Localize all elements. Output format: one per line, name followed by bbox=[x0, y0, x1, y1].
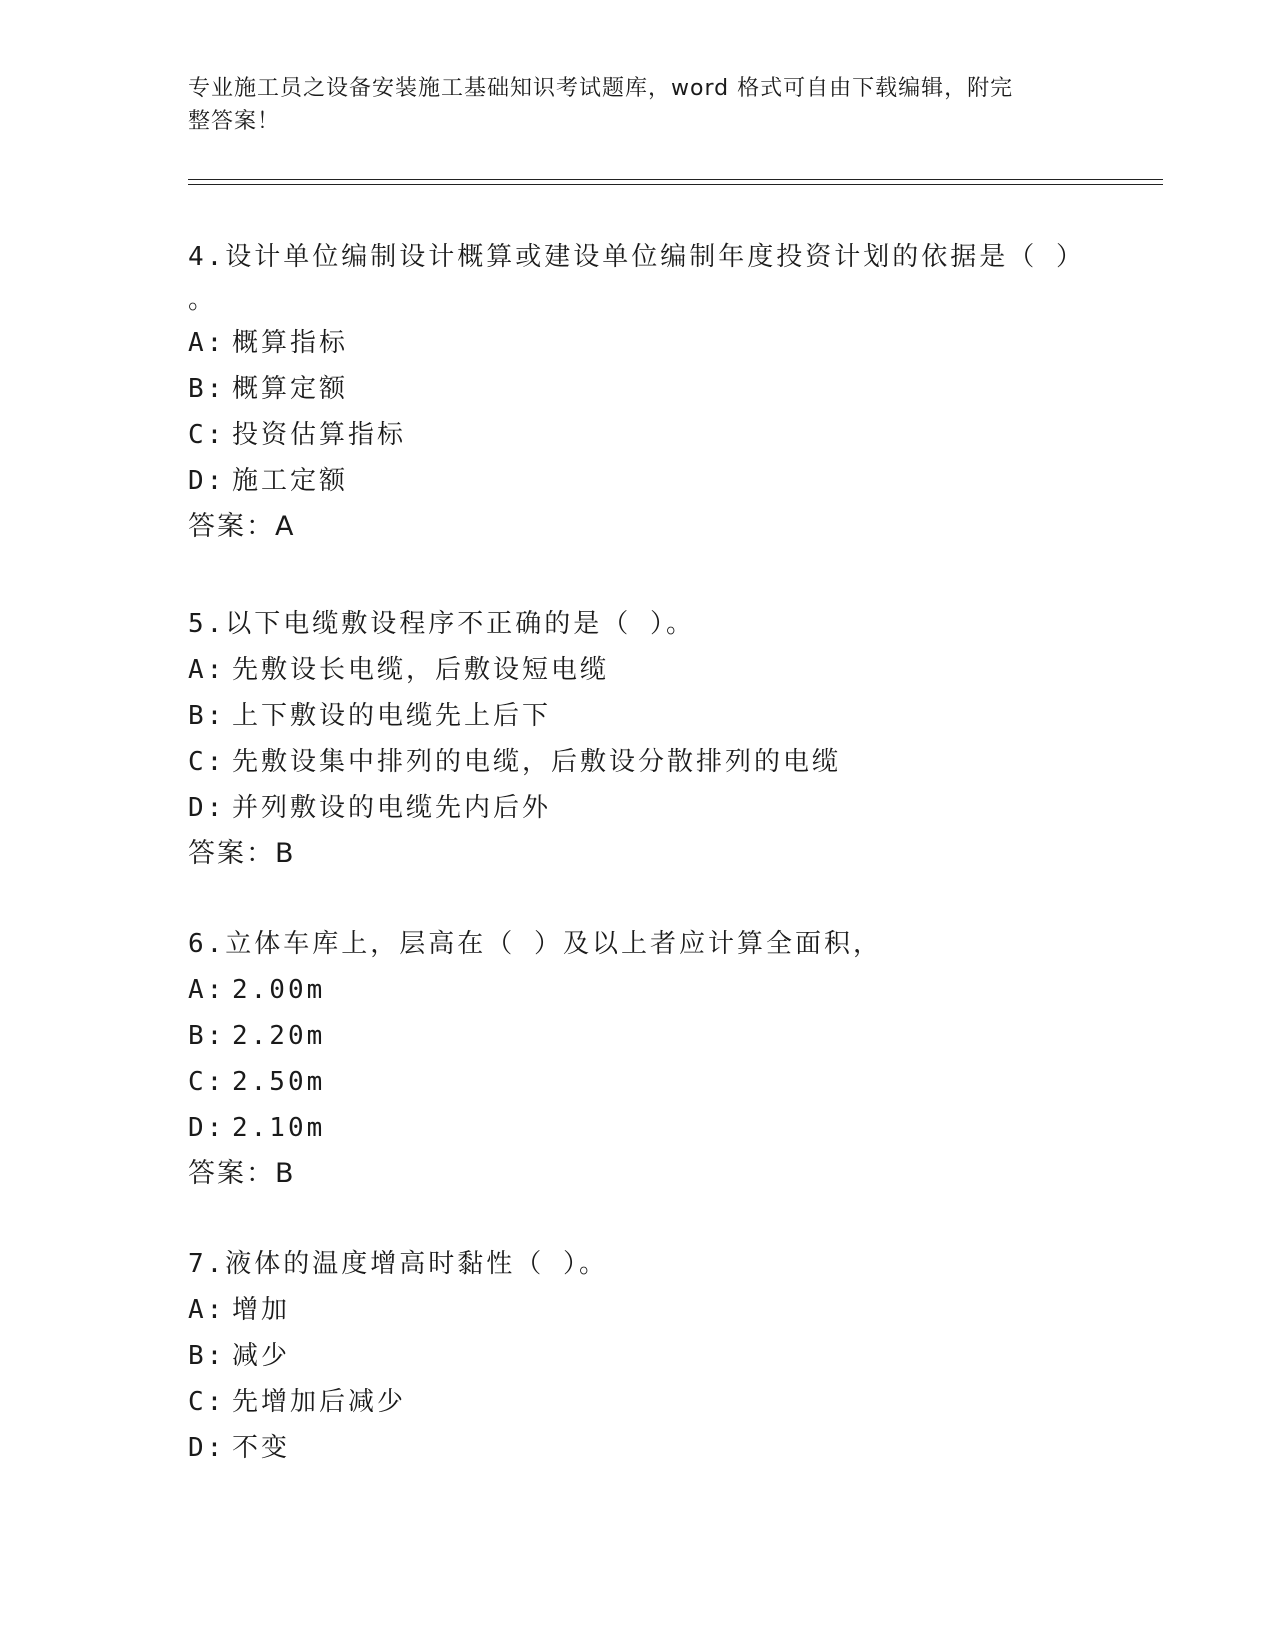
question-title: 6.立体车库上，层高在（ ）及以上者应计算全面积， bbox=[188, 929, 882, 959]
option-text: 先敷设长电缆，后敷设短电缆 bbox=[232, 655, 610, 685]
option-d bbox=[188, 785, 1088, 831]
option-text: 先敷设集中排列的电缆，后敷设分散排列的电缆 bbox=[232, 747, 842, 777]
option-c bbox=[188, 739, 1088, 785]
option-text: 增加 bbox=[232, 1295, 291, 1325]
header-divider-bottom bbox=[188, 184, 1163, 185]
option-letter: B: bbox=[188, 1021, 226, 1051]
option-a bbox=[188, 647, 1088, 693]
option-text: 上下敷设的电缆先上后下 bbox=[232, 701, 552, 731]
option-letter: C: bbox=[188, 420, 226, 450]
question-6 bbox=[188, 921, 1088, 1197]
question-title: 7.液体的温度增高时黏性（ ）。 bbox=[188, 1249, 608, 1279]
option-letter: C: bbox=[188, 1067, 226, 1097]
option-text: 2.00m bbox=[232, 975, 326, 1005]
option-letter: A: bbox=[188, 1295, 226, 1325]
option-a bbox=[188, 967, 1088, 1013]
option-text: 施工定额 bbox=[232, 466, 349, 496]
option-text: 2.50m bbox=[232, 1067, 326, 1097]
option-c bbox=[188, 412, 1088, 458]
question-7 bbox=[188, 1241, 1088, 1471]
header-line-1: 专业施工员之设备安装施工基础知识考试题库，word 格式可自由下载编辑，附完 bbox=[188, 76, 1014, 101]
header-line-2: 整答案！ bbox=[188, 109, 281, 134]
option-letter: C: bbox=[188, 1387, 226, 1417]
question-4 bbox=[188, 234, 1088, 550]
option-letter: B: bbox=[188, 1341, 226, 1371]
question-title: 5.以下电缆敷设程序不正确的是（ ）。 bbox=[188, 609, 695, 639]
option-text: 概算指标 bbox=[232, 328, 349, 358]
question-title: 4.设计单位编制设计概算或建设单位编制年度投资计划的依据是（ ） bbox=[188, 242, 1085, 272]
option-letter: D: bbox=[188, 1113, 226, 1143]
option-b bbox=[188, 366, 1088, 412]
option-letter: A: bbox=[188, 328, 226, 358]
option-letter: B: bbox=[188, 701, 226, 731]
option-text: 并列敷设的电缆先内后外 bbox=[232, 793, 552, 823]
option-text: 减少 bbox=[232, 1341, 291, 1371]
option-text: 概算定额 bbox=[232, 374, 349, 404]
option-letter: A: bbox=[188, 975, 226, 1005]
answer-line: 答案：B bbox=[188, 838, 296, 869]
header-divider-top bbox=[188, 179, 1163, 180]
question-5 bbox=[188, 601, 1088, 877]
document-header bbox=[188, 72, 1068, 138]
option-letter: C: bbox=[188, 747, 226, 777]
option-letter: D: bbox=[188, 466, 226, 496]
option-b bbox=[188, 1333, 1088, 1379]
question-title-continuation: 。 bbox=[188, 285, 215, 315]
option-text: 投资估算指标 bbox=[232, 420, 407, 450]
answer-line: 答案：B bbox=[188, 1158, 296, 1189]
option-a bbox=[188, 1287, 1088, 1333]
option-d bbox=[188, 1105, 1088, 1151]
option-text: 2.20m bbox=[232, 1021, 326, 1051]
option-letter: D: bbox=[188, 1433, 226, 1463]
option-c bbox=[188, 1379, 1088, 1425]
option-letter: B: bbox=[188, 374, 226, 404]
option-b bbox=[188, 693, 1088, 739]
option-d bbox=[188, 1425, 1088, 1471]
answer-line: 答案：A bbox=[188, 511, 296, 542]
option-letter: A: bbox=[188, 655, 226, 685]
option-d bbox=[188, 458, 1088, 504]
option-text: 先增加后减少 bbox=[232, 1387, 407, 1417]
option-text: 不变 bbox=[232, 1433, 291, 1463]
option-text: 2.10m bbox=[232, 1113, 326, 1143]
option-c bbox=[188, 1059, 1088, 1105]
option-letter: D: bbox=[188, 793, 226, 823]
option-b bbox=[188, 1013, 1088, 1059]
option-a bbox=[188, 320, 1088, 366]
